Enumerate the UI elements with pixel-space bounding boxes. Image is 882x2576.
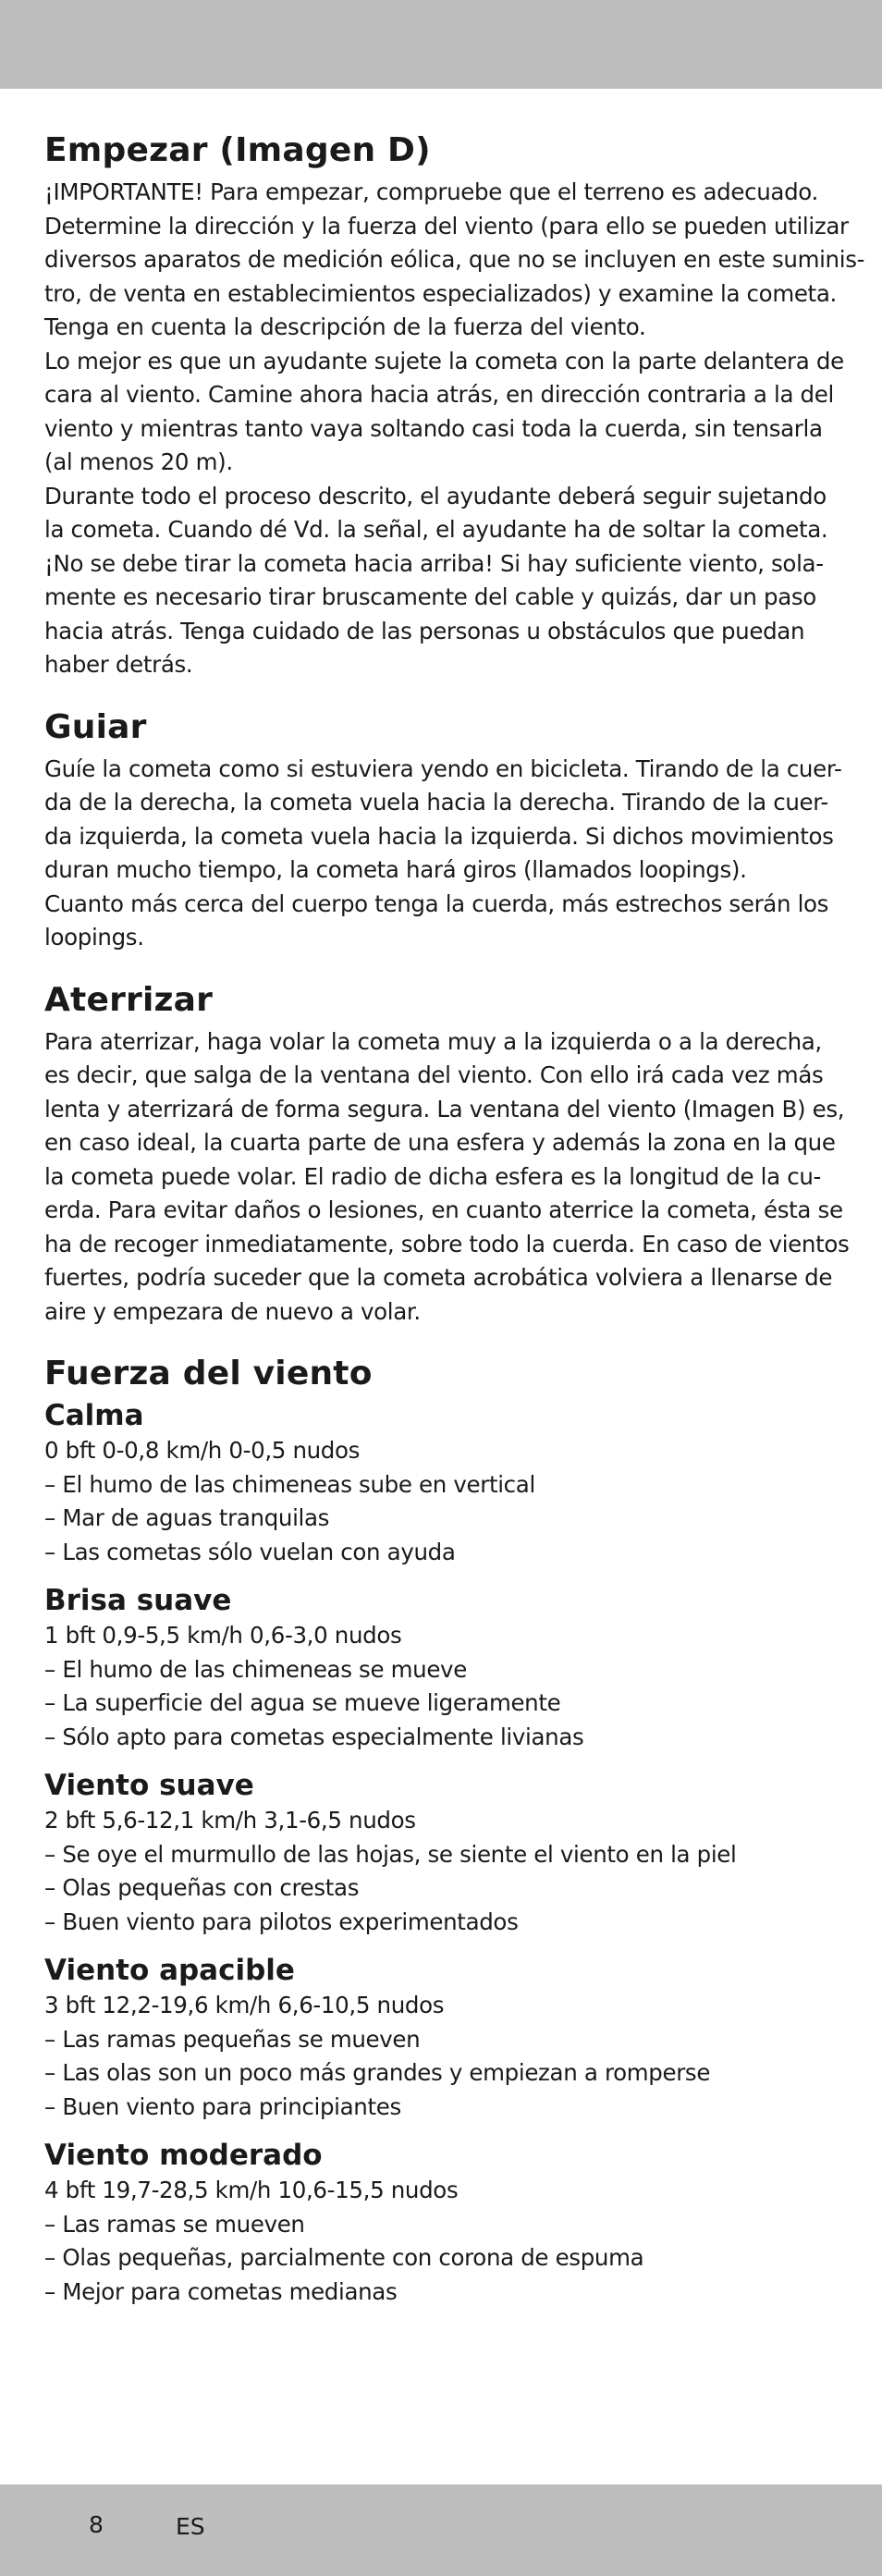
list-item: – Buen viento para pilotos experimentados — [44, 1907, 519, 1935]
text-line: en caso ideal, la cuarta parte de una esfera y además la zona en la que — [44, 1129, 836, 1156]
list-item: – Sólo apto para cometas especialmente livianas — [44, 1723, 584, 1750]
text-line: lenta y aterrizará de forma segura. La ventana del viento (Imagen B) es, — [44, 1095, 845, 1122]
text-line: Para aterrizar, haga volar la cometa muy a la izquierda o a la derecha, — [44, 1027, 822, 1055]
wind-level-spec: 4 bft 19,7-28,5 km/h 10,6-15,5 nudos — [44, 2177, 459, 2203]
list-item: – Las ramas pequeñas se mueven — [44, 2025, 421, 2053]
wind-level-brisa-suave — [44, 1582, 845, 1754]
list-item: – Las olas son un poco más grandes y empiezan a romperse — [44, 2059, 711, 2086]
text-line: Durante todo el proceso descrito, el ayudante deberá seguir sujetando — [44, 482, 827, 509]
paragraph-empezar — [44, 176, 865, 682]
wind-level-viento-apacible — [44, 1952, 845, 2124]
list-item: – Mar de aguas tranquilas — [44, 1504, 330, 1531]
page-content — [44, 129, 865, 2309]
text-line: diversos aparatos de medición eólica, que no se incluyen en este suminis- — [44, 246, 865, 273]
section-title-empezar: Empezar (Imagen D) — [44, 131, 431, 169]
wind-level-title: Viento moderado — [44, 2139, 323, 2172]
section-title-guiar: Guiar — [44, 707, 147, 746]
text-line: mente es necesario tirar bruscamente del cable y quizás, dar un paso — [44, 583, 816, 610]
text-line: da izquierda, la cometa vuela hacia la izquierda. Si dichos movimientos — [44, 822, 834, 850]
list-item: – La superficie del agua se mueve ligeramente — [44, 1689, 561, 1716]
text-line: Cuanto más cerca del cuerpo tenga la cuerda, más estrechos serán los — [44, 889, 829, 917]
list-item: – Las ramas se mueven — [44, 2210, 305, 2238]
wind-level-spec: 0 bft 0-0,8 km/h 0-0,5 nudos — [44, 1437, 361, 1464]
text-line: Guíe la cometa como si estuviera yendo en bicicleta. Tirando de la cuer- — [44, 754, 842, 782]
section-empezar — [44, 129, 865, 682]
list-item: – Mejor para cometas medianas — [44, 2277, 398, 2305]
header-band — [0, 0, 882, 89]
language-code: ES — [176, 2513, 205, 2540]
text-line: la cometa. Cuando dé Vd. la señal, el ayudante ha de soltar la cometa. — [44, 516, 828, 543]
text-line: tro, de venta en establecimientos especializados) y examine la cometa. — [44, 279, 837, 307]
section-aterrizar — [44, 979, 850, 1330]
section-title-fuerza: Fuerza del viento — [44, 1355, 373, 1392]
text-line: es decir, que salga de la ventana del viento. Con ello irá cada vez más — [44, 1061, 824, 1088]
section-fuerza-del-viento — [44, 1353, 845, 2309]
wind-level-title: Brisa suave — [44, 1584, 232, 1617]
list-item: – El humo de las chimeneas sube en vertical — [44, 1470, 535, 1498]
text-line: da de la derecha, la cometa vuela hacia la derecha. Tirando de la cuer- — [44, 789, 828, 816]
wind-level-calma — [44, 1397, 845, 1569]
text-line: aire y empezara de nuevo a volar. — [44, 1297, 421, 1325]
wind-level-title: Viento apacible — [44, 1954, 295, 1987]
list-item: – El humo de las chimeneas se mueve — [44, 1655, 467, 1683]
text-line: ¡No se debe tirar la cometa hacia arriba! Si hay suficiente viento, sola- — [44, 549, 824, 577]
text-line: la cometa puede volar. El radio de dicha esfera es la longitud de la cu- — [44, 1162, 822, 1190]
list-item: – Olas pequeñas con crestas — [44, 1874, 360, 1901]
text-line: erda. Para evitar daños o lesiones, en cuanto aterrice la cometa, ésta se — [44, 1196, 843, 1223]
footer-band — [0, 2484, 882, 2576]
text-line: ¡IMPORTANTE! Para empezar, compruebe que el terreno es adecuado. — [44, 178, 818, 205]
wind-level-viento-suave — [44, 1767, 845, 1939]
wind-level-title: Calma — [44, 1399, 144, 1432]
wind-level-viento-moderado — [44, 2137, 845, 2309]
text-line: hacia atrás. Tenga cuidado de las personas u obstáculos que puedan — [44, 617, 805, 644]
list-item: – Olas pequeñas, parcialmente con corona de espuma — [44, 2244, 644, 2271]
page-number: 8 — [89, 2511, 104, 2538]
list-item: – Se oye el murmullo de las hojas, se siente el viento en la piel — [44, 1840, 737, 1868]
text-line: viento y mientras tanto vaya soltando casi toda la cuerda, sin tensarla — [44, 414, 823, 442]
text-line: (al menos 20 m). — [44, 448, 233, 475]
section-title-aterrizar: Aterrizar — [44, 980, 214, 1019]
section-guiar — [44, 706, 845, 955]
text-line: Determine la dirección y la fuerza del viento (para ello se pueden utilizar — [44, 212, 849, 239]
list-item: – Buen viento para principiantes — [44, 2092, 401, 2120]
wind-level-spec: 3 bft 12,2-19,6 km/h 6,6-10,5 nudos — [44, 1992, 445, 2018]
paragraph-guiar — [44, 753, 845, 955]
wind-level-spec: 2 bft 5,6-12,1 km/h 3,1-6,5 nudos — [44, 1807, 416, 1834]
text-line: loopings. — [44, 924, 144, 951]
text-line: haber detrás. — [44, 651, 193, 678]
text-line: duran mucho tiempo, la cometa hará giros (llamados loopings). — [44, 856, 747, 883]
text-line: fuertes, podría suceder que la cometa acrobática volviera a llenarse de — [44, 1264, 833, 1291]
text-line: Tenga en cuenta la descripción de la fuerza del viento. — [44, 313, 646, 340]
paragraph-aterrizar — [44, 1025, 850, 1330]
text-line: Lo mejor es que un ayudante sujete la cometa con la parte delantera de — [44, 347, 844, 374]
list-item: – Las cometas sólo vuelan con ayuda — [44, 1538, 456, 1565]
wind-level-spec: 1 bft 0,9-5,5 km/h 0,6-3,0 nudos — [44, 1622, 402, 1649]
text-line: cara al viento. Camine ahora hacia atrás, en dirección contraria a la del — [44, 381, 834, 408]
wind-level-title: Viento suave — [44, 1769, 254, 1802]
text-line: ha de recoger inmediatamente, sobre todo la cuerda. En caso de vientos — [44, 1230, 850, 1257]
